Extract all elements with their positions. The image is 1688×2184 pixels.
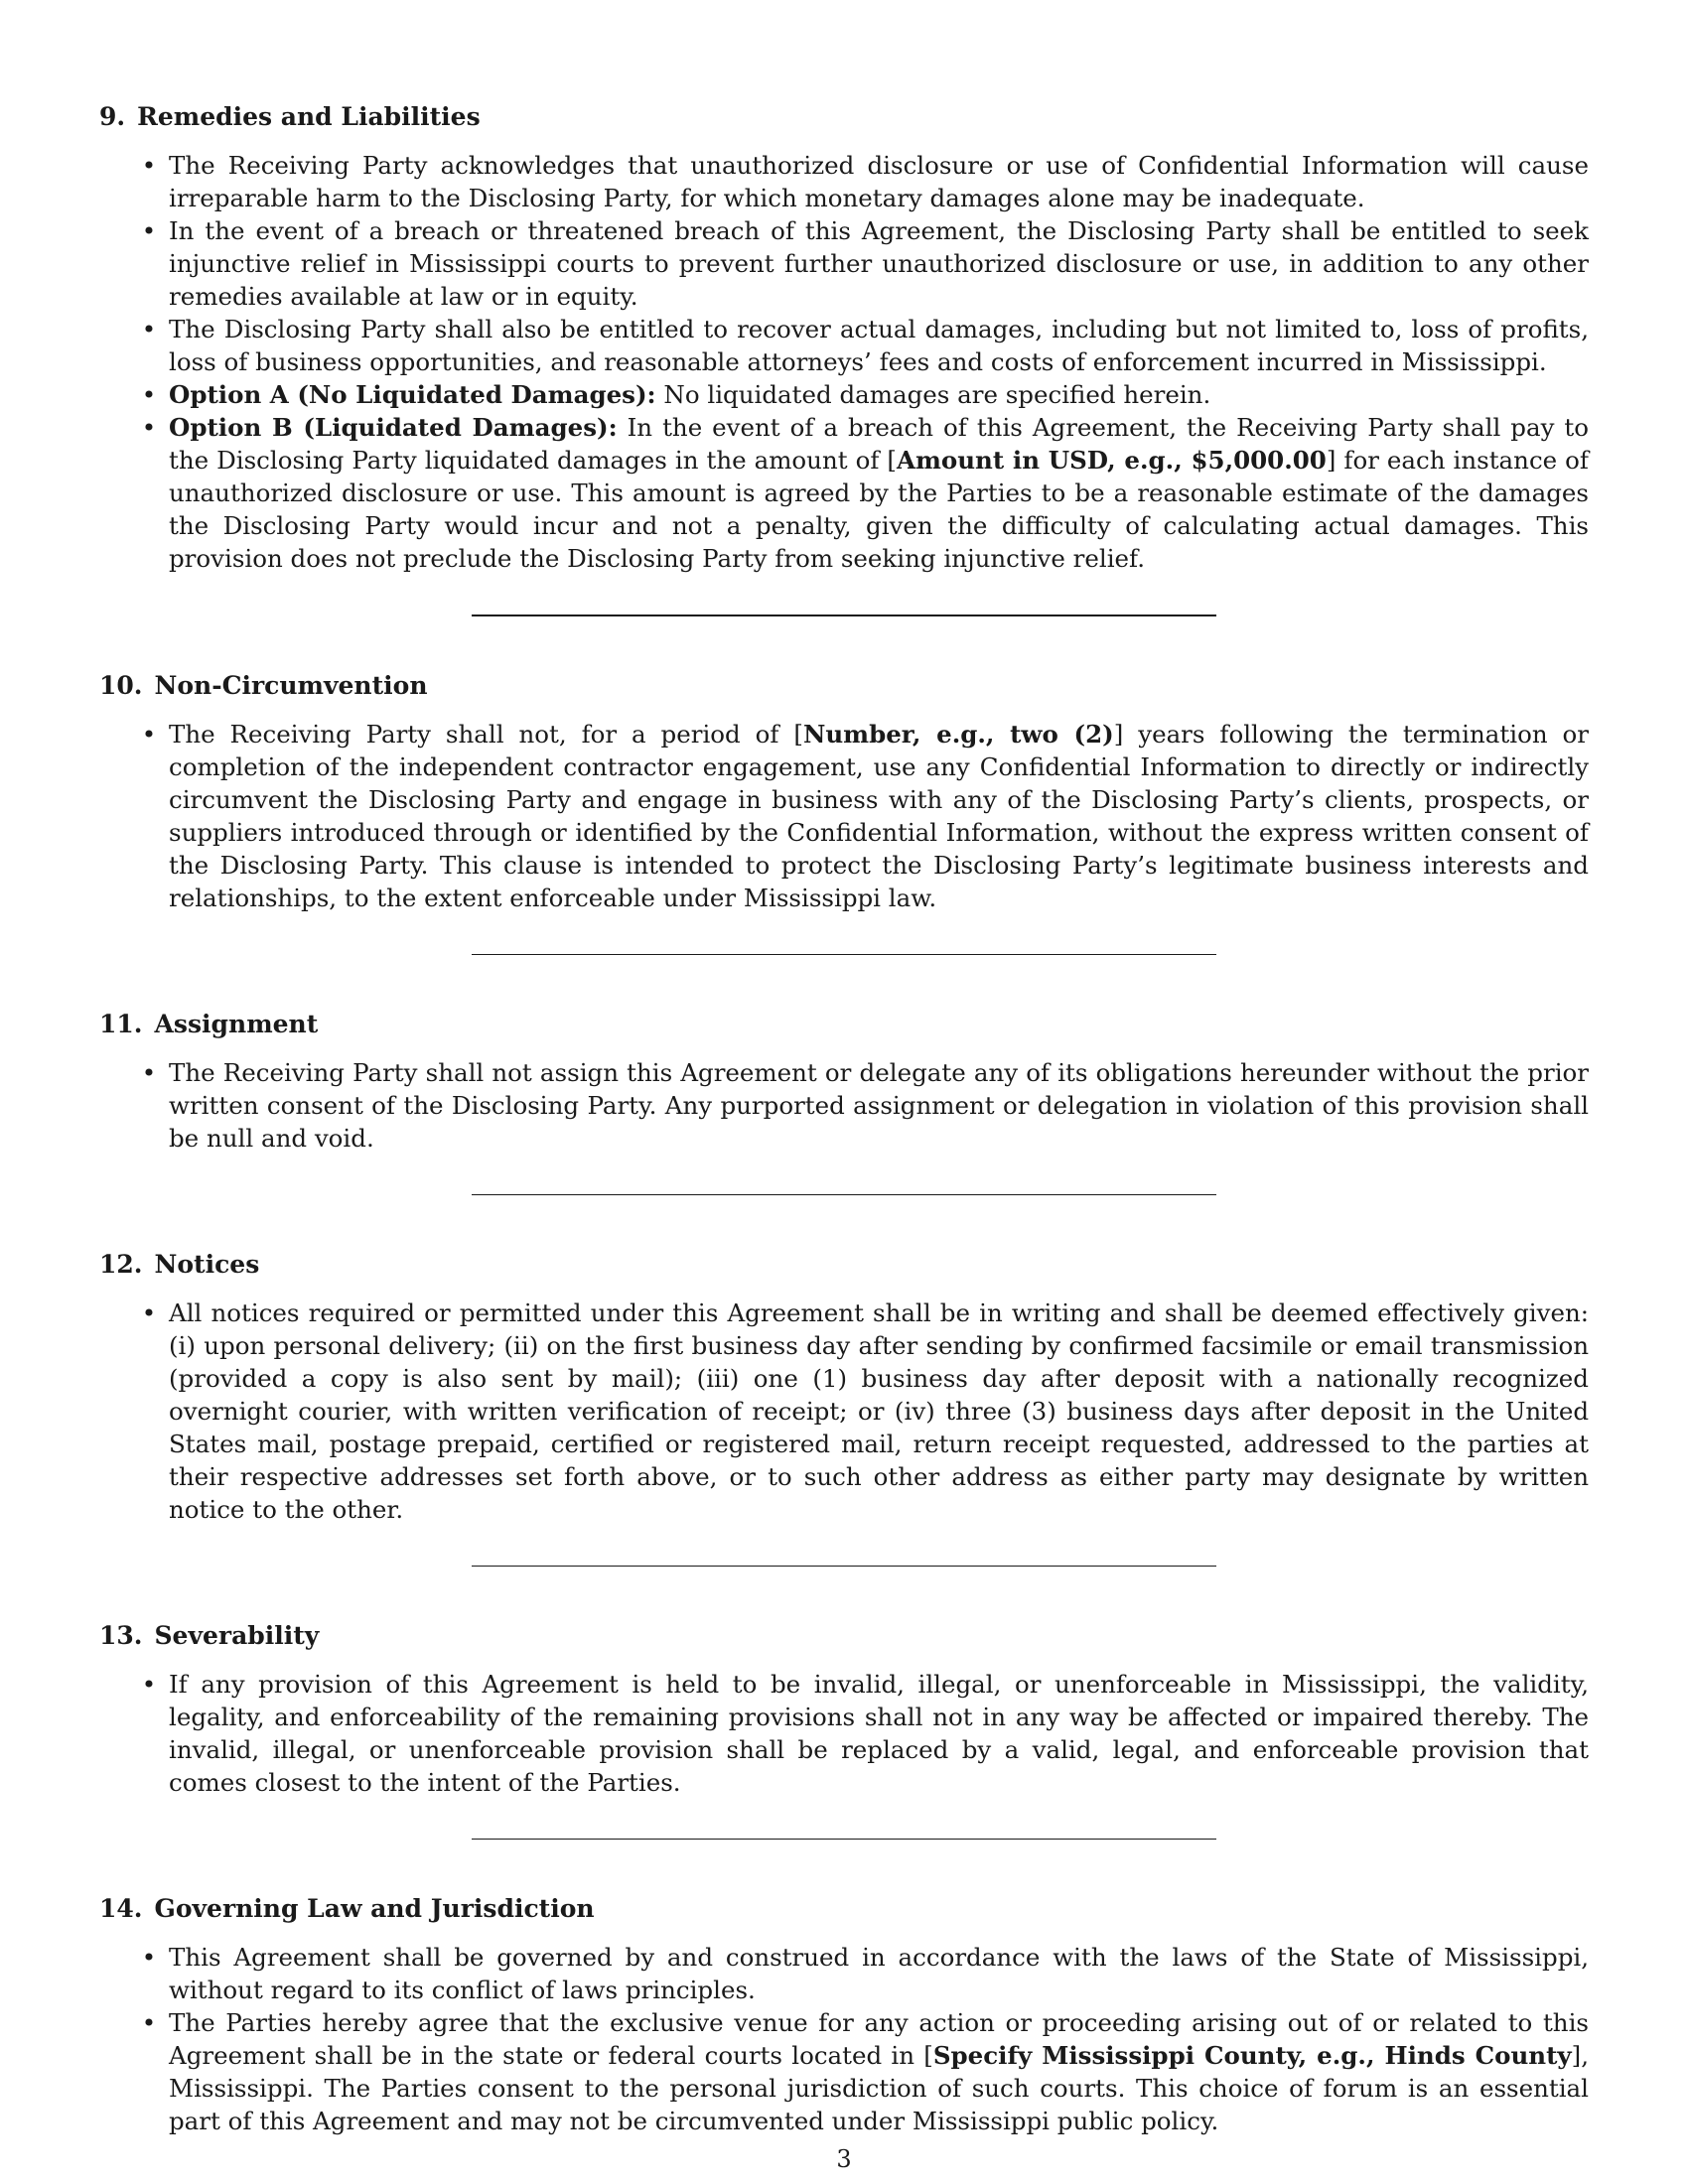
section-title: Severability xyxy=(154,1621,320,1650)
section-governing-law-and-jurisdiction xyxy=(99,1891,1589,2137)
list-item xyxy=(141,718,1589,914)
section-title: Remedies and Liabilities xyxy=(137,102,481,131)
section-title: Non-Circumvention xyxy=(154,671,428,700)
fill-in-placeholder: Specify Mississippi County, e.g., Hinds County xyxy=(932,2041,1572,2070)
section-heading xyxy=(99,1618,1589,1654)
list-item-text: All notices required or permitted under this Agreement shall be in writing and shall be deemed effectively given: (i) upon personal delivery; (ii) on the first business day after sending by confirmed facsimile or email transmission (provided a copy is also sent by mail); (iii) one (1) business day after deposit with a nationally recognized overnight courier, with written verification of receipt; or (iv) three (3) business days after deposit in the United States mail, postage prepaid, certified or registered mail, return receipt requested, addressed to the parties at their respective addresses set forth above, or to such other address as either party may designate by written notice to the other. xyxy=(169,1298,1589,1524)
bullet-marker: • xyxy=(141,315,157,343)
list-item-text: The Disclosing Party shall also be entitled to recover actual damages, including but not limited to, loss of profits, loss of business opportunities, and reasonable attorneys’ fees and costs of enforcement incurred in Mississippi. xyxy=(169,315,1589,376)
section-number: 10. xyxy=(99,671,143,700)
section-number: 9. xyxy=(99,102,126,131)
section-title: Notices xyxy=(154,1250,260,1279)
bullet-marker: • xyxy=(141,1670,157,1699)
bullet-list xyxy=(99,1668,1589,1799)
section-number: 14. xyxy=(99,1894,143,1923)
bullet-marker: • xyxy=(141,413,157,442)
list-item-text: The Receiving Party shall not assign this Agreement or delegate any of its obligations hereunder without the prior written consent of the Disclosing Party. Any purported assignment or delegation in violation of this provision shall be null and void. xyxy=(169,1058,1589,1153)
bullet-list xyxy=(99,149,1589,575)
fill-in-placeholder: Number, e.g., two (2) xyxy=(802,720,1114,749)
list-item-text: In the event of a breach of this Agreement, the Receiving Party shall pay to the Disclosing Party liquidated damages in the amount of [ xyxy=(169,413,1589,475)
bullet-marker: • xyxy=(141,216,157,245)
section-title: Assignment xyxy=(154,1010,319,1038)
list-item xyxy=(141,1297,1589,1526)
bullet-marker: • xyxy=(141,151,157,180)
bullet-list xyxy=(99,718,1589,914)
section-title: Governing Law and Jurisdiction xyxy=(154,1894,595,1923)
section-heading xyxy=(99,1007,1589,1042)
section-heading xyxy=(99,1247,1589,1283)
section-number: 12. xyxy=(99,1250,143,1279)
list-item xyxy=(141,378,1589,411)
list-item-text: ] years following the termination or completion of the independent contractor engagement, use any Confidential Information to directly or indirectly circumvent the Disclosing Party and engage in business with any of the Disclosing Party’s clients, prospects, or suppliers introduced through or identified by the Confidential Information, without the express written consent of the Disclosing Party. This clause is intended to protect the Disclosing Party’s legitimate business interests and relationships, to the extent enforceable under Mississippi law. xyxy=(169,720,1589,912)
list-item xyxy=(141,2006,1589,2137)
bullet-marker: • xyxy=(141,2008,157,2037)
list-item-text: The Receiving Party shall not, for a period of [ xyxy=(169,720,803,749)
list-item xyxy=(141,1941,1589,2006)
section-divider xyxy=(472,954,1216,955)
section-heading xyxy=(99,668,1589,704)
bullet-list xyxy=(99,1056,1589,1155)
section-assignment xyxy=(99,1007,1589,1155)
section-divider xyxy=(472,1839,1216,1840)
list-item xyxy=(141,214,1589,313)
list-item xyxy=(141,411,1589,575)
list-item xyxy=(141,1056,1589,1155)
fill-in-placeholder: Amount in USD, e.g., $5,000.00 xyxy=(896,446,1327,475)
list-item-text: No liquidated damages are specified herein. xyxy=(655,380,1211,409)
section-notices xyxy=(99,1247,1589,1526)
list-item xyxy=(141,1668,1589,1799)
section-severability xyxy=(99,1618,1589,1799)
bullet-marker: • xyxy=(141,1943,157,1972)
list-item-text: ] for each instance of unauthorized disclosure or use. This amount is agreed by the Parties to be a reasonable estimate of the damages the Disclosing Party would incur and not a penalty, given the difficulty of calculating actual damages. This provision does not preclude the Disclosing Party from seeking injunctive relief. xyxy=(169,446,1589,573)
document-body xyxy=(99,99,1589,2137)
bullet-list xyxy=(99,1941,1589,2137)
option-label: Option B (Liquidated Damages): xyxy=(169,413,618,442)
list-item-text: This Agreement shall be governed by and construed in accordance with the laws of the State of Mississippi, without regard to its conflict of laws principles. xyxy=(169,1943,1589,2004)
section-heading xyxy=(99,99,1589,135)
section-divider xyxy=(472,1566,1216,1567)
section-divider xyxy=(472,1194,1216,1195)
bullet-marker: • xyxy=(141,1298,157,1327)
page-number: 3 xyxy=(836,2145,852,2173)
list-item xyxy=(141,149,1589,214)
section-heading xyxy=(99,1891,1589,1927)
section-number: 13. xyxy=(99,1621,143,1650)
bullet-marker: • xyxy=(141,1058,157,1087)
list-item-text: The Receiving Party acknowledges that unauthorized disclosure or use of Confidential Information will cause irreparable harm to the Disclosing Party, for which monetary damages alone may be inadequate. xyxy=(169,151,1589,212)
bullet-marker: • xyxy=(141,720,157,749)
list-item-text: In the event of a breach or threatened breach of this Agreement, the Disclosing Party shall be entitled to seek injunctive relief in Mississippi courts to prevent further unauthorized disclosure or use, in addition to any other remedies available at law or in equity. xyxy=(169,216,1589,311)
bullet-list xyxy=(99,1297,1589,1526)
section-non-circumvention xyxy=(99,668,1589,914)
list-item xyxy=(141,313,1589,378)
section-divider xyxy=(472,614,1216,616)
option-label: Option A (No Liquidated Damages): xyxy=(169,380,656,409)
list-item-text: ], Mississippi. The Parties consent to the personal jurisdiction of such courts. This choice of forum is an essential part of this Agreement and may not be circumvented under Mississippi public policy. xyxy=(169,2041,1589,2135)
section-number: 11. xyxy=(99,1010,143,1038)
section-remedies-and-liabilities xyxy=(99,99,1589,575)
bullet-marker: • xyxy=(141,380,157,409)
list-item-text: The Parties hereby agree that the exclusive venue for any action or proceeding arising out of or related to this Agreement shall be in the state or federal courts located in [ xyxy=(169,2008,1589,2070)
list-item-text: If any provision of this Agreement is held to be invalid, illegal, or unenforceable in Mississippi, the validity, legality, and enforceability of the remaining provisions shall not in any way be affected or impaired thereby. The invalid, illegal, or unenforceable provision shall be replaced by a valid, legal, and enforceable provision that comes closest to the intent of the Parties. xyxy=(169,1670,1589,1797)
